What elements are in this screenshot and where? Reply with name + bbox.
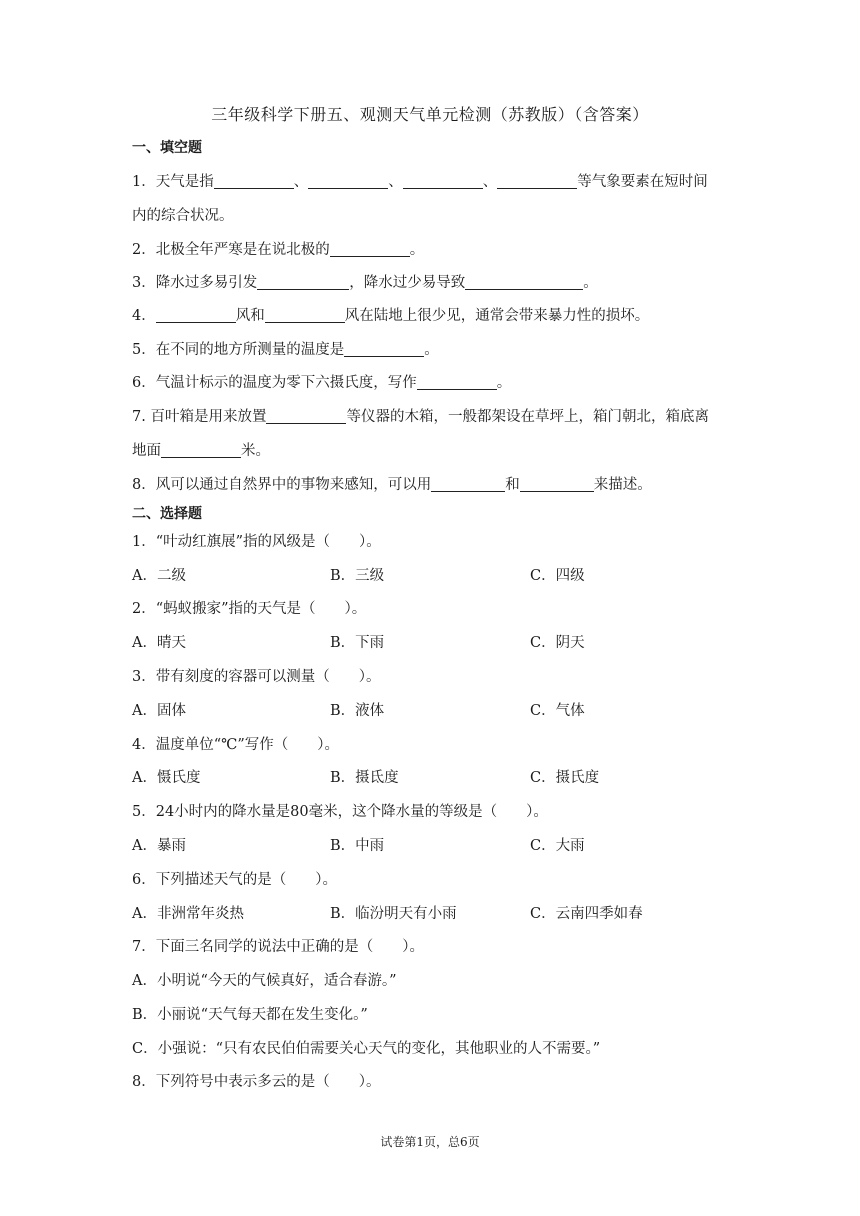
answer-blank[interactable] — [156, 307, 236, 323]
choice-question-8: 8．下列符号中表示多云的是（ ）。 — [132, 1074, 381, 1090]
answer-blank[interactable] — [417, 374, 497, 390]
answer-blank[interactable] — [431, 476, 505, 492]
choice-question-1: 1．“叶动红旗展”指的风级是（ ）。 — [132, 534, 381, 550]
choice-6-option-a[interactable]: A．非洲常年炎热 — [132, 906, 244, 922]
answer-blank[interactable] — [344, 341, 424, 357]
answer-blank[interactable] — [497, 173, 577, 189]
answer-blank[interactable] — [257, 274, 349, 290]
fill-question-7: 7. 百叶箱是用来放置 等仪器的木箱，一般都架设在草坪上，箱门朝北，箱底离 — [132, 409, 709, 425]
choice-4-option-a[interactable]: A．慑氏度 — [132, 770, 201, 786]
choice-7-option-a[interactable]: A．小明说“今天的气候真好，适合春游。” — [132, 973, 397, 989]
fill-question-1: 1．天气是指 、 、 、 等气象要素在短时间 — [132, 174, 708, 190]
fill-question-8: 8．风可以通过自然界中的事物来感知，可以用 和 来描述。 — [132, 477, 652, 493]
choice-2-option-a[interactable]: A．晴天 — [132, 635, 186, 651]
answer-blank[interactable] — [520, 476, 594, 492]
answer-blank[interactable] — [265, 307, 345, 323]
choice-4-option-c[interactable]: C．摄氏度 — [530, 770, 600, 786]
section-choice-heading: 二、选择题 — [132, 506, 202, 522]
section-fill-blank-heading: 一、填空题 — [132, 140, 202, 156]
choice-2-option-c[interactable]: C．阴天 — [530, 635, 585, 651]
answer-blank[interactable] — [214, 173, 294, 189]
fill-question-7-cont: 地面 米。 — [132, 443, 270, 459]
choice-7-option-b[interactable]: B．小丽说“天气每天都在发生变化。” — [132, 1007, 368, 1023]
choice-question-2: 2．“蚂蚁搬家”指的天气是（ ）。 — [132, 601, 367, 617]
choice-6-option-b[interactable]: B．临汾明天有小雨 — [330, 906, 457, 922]
answer-blank[interactable] — [403, 173, 483, 189]
choice-3-option-b[interactable]: B．液体 — [330, 703, 385, 719]
choice-3-option-a[interactable]: A．固体 — [132, 703, 186, 719]
choice-2-option-b[interactable]: B．下雨 — [330, 635, 385, 651]
choice-1-option-a[interactable]: A．二级 — [132, 568, 186, 584]
choice-1-option-b[interactable]: B．三级 — [330, 568, 385, 584]
fill-question-4: 4． 风和 风在陆地上很少见，通常会带来暴力性的损坏。 — [132, 308, 650, 324]
fill-question-2: 2．北极全年严寒是在说北极的 。 — [132, 242, 425, 258]
fill-question-6: 6．气温计标示的温度为零下六摄氏度，写作 。 — [132, 375, 512, 391]
fill-question-1-cont: 内的综合状况。 — [132, 208, 234, 224]
choice-6-option-c[interactable]: C．云南四季如春 — [530, 906, 643, 922]
choice-7-option-c[interactable]: C．小强说：“只有农民伯伯需要关心天气的变化，其他职业的人不需要。” — [132, 1041, 601, 1057]
page-title: 三年级科学下册五、观测天气单元检测（苏教版）（含答案） — [211, 105, 649, 124]
choice-5-option-b[interactable]: B．中雨 — [330, 838, 385, 854]
choice-1-option-c[interactable]: C．四级 — [530, 568, 585, 584]
choice-5-option-c[interactable]: C．大雨 — [530, 838, 585, 854]
choice-question-4: 4．温度单位“℃”写作（ ）。 — [132, 737, 340, 753]
choice-question-3: 3．带有刻度的容器可以测量（ ）。 — [132, 669, 381, 685]
choice-question-6: 6．下列描述天气的是（ ）。 — [132, 872, 337, 888]
choice-3-option-c[interactable]: C．气体 — [530, 703, 585, 719]
choice-4-option-b[interactable]: B．摄氐度 — [330, 770, 399, 786]
choice-question-5: 5．24小时内的降水量是80毫米，这个降水量的等级是（ ）。 — [132, 804, 548, 820]
answer-blank[interactable] — [161, 442, 241, 458]
answer-blank[interactable] — [308, 173, 388, 189]
choice-question-7: 7．下面三名同学的说法中正确的是（ ）。 — [132, 939, 424, 955]
answer-blank[interactable] — [266, 408, 346, 424]
page-footer: 试卷第1页，总6页 — [380, 1135, 480, 1149]
fill-question-5: 5．在不同的地方所测量的温度是 。 — [132, 342, 439, 358]
answer-blank[interactable] — [465, 274, 583, 290]
fill-question-3: 3．降水过多易引发 ，降水过少易导致 。 — [132, 275, 598, 291]
answer-blank[interactable] — [330, 241, 410, 257]
choice-5-option-a[interactable]: A．暴雨 — [132, 838, 186, 854]
